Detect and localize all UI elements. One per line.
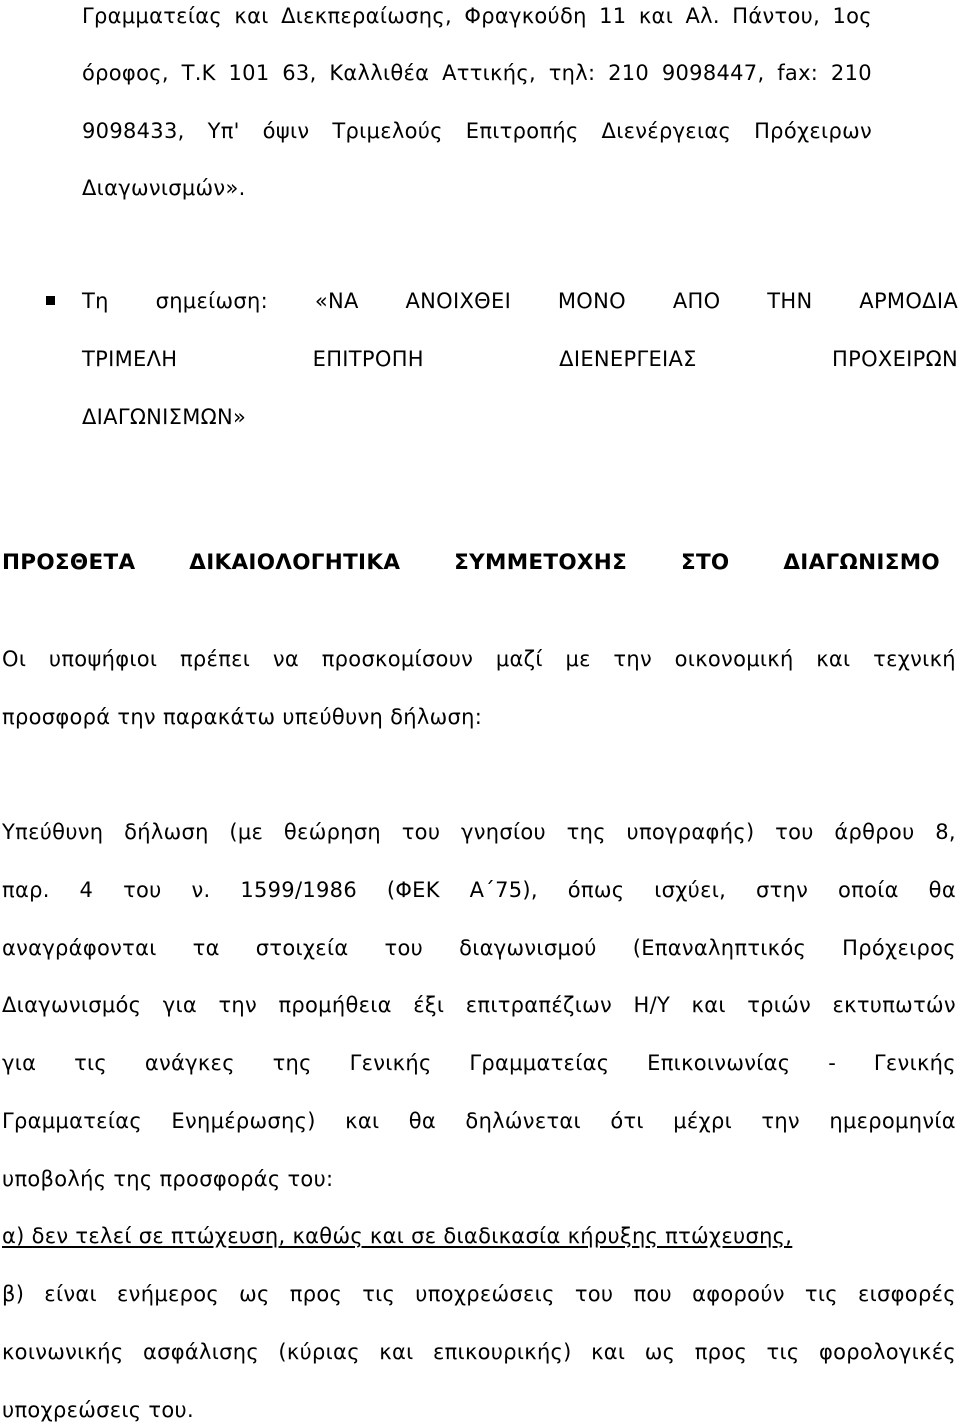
word: θεώρηση: [283, 820, 382, 844]
word: Αττικής,: [442, 61, 536, 85]
word: Γραμματείας: [469, 1051, 610, 1075]
word: Επικοινωνίας: [647, 1051, 791, 1075]
word: εκτυπωτών: [832, 993, 956, 1017]
word: ΔΙΚΑΙΟΛΟΓΗΤΙΚΑ: [189, 550, 401, 575]
word: 4: [79, 878, 94, 902]
word: ΕΠΙΤΡΟΠΗ: [312, 347, 424, 371]
word: μαζί: [495, 647, 543, 671]
word: θα: [408, 1109, 437, 1133]
word: όροφος,: [82, 61, 169, 85]
para2-line-2: [2, 876, 956, 904]
word: και: [691, 993, 726, 1017]
word: Γραμματείας: [2, 1109, 143, 1133]
word: την: [761, 1109, 800, 1133]
word: του: [775, 820, 814, 844]
word: Υπεύθυνη: [2, 820, 104, 844]
word: 1599/1986: [240, 878, 357, 902]
para2-line-6: [2, 1107, 956, 1135]
word: τις: [804, 1282, 838, 1306]
word: Τριμελούς: [332, 119, 443, 143]
word: τηλ:: [548, 61, 596, 85]
word: σημείωση:: [155, 289, 268, 313]
word: τριών: [747, 993, 812, 1017]
word: Πρόχειρων: [754, 119, 872, 143]
intro-line-4: Διαγωνισμών».: [82, 176, 246, 200]
word: ΠΡΟΣΘΕΤΑ: [2, 550, 136, 575]
word: την: [218, 993, 258, 1017]
word: όπως: [567, 878, 625, 902]
word: 63,: [282, 61, 317, 85]
word: επιτραπέζιων: [465, 993, 613, 1017]
word: και: [638, 4, 674, 28]
word: ν.: [191, 878, 211, 902]
word: Πάντου,: [732, 4, 821, 28]
word: προμήθεια: [278, 993, 392, 1017]
word: ότι: [610, 1109, 644, 1133]
word: 9098447,: [661, 61, 765, 85]
word: ασφάλισης: [142, 1340, 259, 1364]
word: 8,: [935, 820, 956, 844]
word: την: [613, 647, 652, 671]
word: Διεκπεραίωσης,: [281, 4, 452, 28]
word: και: [591, 1340, 626, 1364]
item-b-line-2: [2, 1338, 956, 1366]
word: προσκομίσουν: [321, 647, 474, 671]
word: 101: [228, 61, 270, 85]
word: ΜΟΝΟ: [557, 289, 626, 313]
word: fax:: [777, 61, 819, 85]
note-line-2: [82, 345, 958, 373]
para2-line-3: [2, 934, 956, 962]
word: ως: [644, 1340, 676, 1364]
word: τις: [74, 1051, 108, 1075]
item-b-line-1: [2, 1280, 956, 1308]
section-heading: [2, 549, 940, 577]
word: έξι: [413, 993, 445, 1017]
word: δηλώνεται: [465, 1109, 581, 1133]
word: παρ.: [2, 878, 50, 902]
word: Γενικής: [873, 1051, 956, 1075]
word: ισχύει,: [654, 878, 727, 902]
word: υπογραφής): [626, 820, 755, 844]
word: με: [565, 647, 591, 671]
word: ΤΗΝ: [767, 289, 813, 313]
word: Υπ': [207, 119, 240, 143]
word: Τ.Κ: [181, 61, 216, 85]
word: (με: [229, 820, 264, 844]
square-bullet-icon: [46, 296, 55, 305]
word: Φραγκούδη: [464, 4, 587, 28]
para2-line-7: υποβολής της προσφοράς του:: [2, 1167, 334, 1191]
word: αφορούν: [692, 1282, 785, 1306]
word: ως: [239, 1282, 270, 1306]
word: ημερομηνία: [829, 1109, 956, 1133]
word: επικουρικής): [432, 1340, 572, 1364]
word: γνησίου: [460, 820, 546, 844]
word: φορολογικές: [818, 1340, 956, 1364]
word: για: [2, 1051, 37, 1075]
word: υποχρεώσεις: [415, 1282, 555, 1306]
word: ΔΙΑΓΩΝΙΣΜΟ: [783, 550, 940, 575]
intro-line-3: [82, 117, 872, 145]
word: να: [272, 647, 300, 671]
word: όψιν: [262, 119, 310, 143]
word: υποψήφιοι: [48, 647, 158, 671]
word: ενήμερος: [117, 1282, 220, 1306]
word: προς: [694, 1340, 748, 1364]
word: Α΄75),: [469, 878, 538, 902]
word: (Επαναληπτικός: [632, 936, 807, 960]
word: 210: [830, 61, 872, 85]
word: Η/Υ: [633, 993, 671, 1017]
word: 1ος: [832, 4, 872, 28]
word: Διαγωνισμός: [2, 993, 142, 1017]
word: Οι: [2, 647, 27, 671]
para1-line-1: [2, 645, 956, 673]
word: κοινωνικής: [2, 1340, 124, 1364]
word: του: [401, 820, 441, 844]
word: του: [123, 878, 162, 902]
word: τα: [192, 936, 220, 960]
word: Τη: [82, 289, 109, 313]
item-a-text: α) δεν τελεί σε πτώχευση, καθώς και σε διαδικασία κήρυξης πτώχευσης,: [2, 1224, 793, 1248]
word: τεχνική: [873, 647, 956, 671]
word: 11: [599, 4, 627, 28]
word: ΣΥΜΜΕΤΟΧΗΣ: [454, 550, 628, 575]
word: πρέπει: [179, 647, 251, 671]
word: ανάγκες: [144, 1051, 235, 1075]
para1-line-2: προσφορά την παρακάτω υπεύθυνη δήλωση:: [2, 705, 483, 729]
word: τις: [362, 1282, 396, 1306]
word: ΑΝΟΙΧΘΕΙ: [405, 289, 512, 313]
word: β): [2, 1282, 25, 1306]
word: προς: [289, 1282, 343, 1306]
word: θα: [928, 878, 956, 902]
word: οποία: [838, 878, 899, 902]
word: 210: [608, 61, 650, 85]
para2-line-1: [2, 818, 956, 846]
note-line-1: [82, 287, 958, 315]
note-line-3: ΔΙΑΓΩΝΙΣΜΩΝ»: [82, 405, 247, 429]
item-b-line-3: υποχρεώσεις του.: [2, 1398, 194, 1422]
para2-line-5: [2, 1049, 956, 1077]
word: μέχρι: [673, 1109, 732, 1133]
word: Πρόχειρος: [842, 936, 956, 960]
intro-line-2: [82, 59, 872, 87]
word: δήλωση: [124, 820, 209, 844]
word: της: [272, 1051, 312, 1075]
word: -: [828, 1051, 837, 1075]
word: (ΦΕΚ: [386, 878, 440, 902]
word: που: [633, 1282, 672, 1306]
word: του: [384, 936, 424, 960]
word: ΔΙΕΝΕΡΓΕΙΑΣ: [559, 347, 697, 371]
para2-line-4: [2, 991, 956, 1019]
word: διαγωνισμού: [459, 936, 597, 960]
word: Ενημέρωσης): [171, 1109, 316, 1133]
word: αναγράφονται: [2, 936, 157, 960]
word: άρθρου: [834, 820, 915, 844]
word: Διενέργειας: [601, 119, 732, 143]
intro-line-1: [82, 2, 872, 30]
word: (κύριας: [278, 1340, 360, 1364]
word: 9098433,: [82, 119, 185, 143]
word: εισφορές: [857, 1282, 956, 1306]
word: Γενικής: [349, 1051, 432, 1075]
word: Καλλιθέα: [329, 61, 430, 85]
word: για: [162, 993, 198, 1017]
word: και: [379, 1340, 414, 1364]
word: Αλ.: [685, 4, 720, 28]
word: της: [566, 820, 606, 844]
word: στην: [755, 878, 809, 902]
word: τις: [766, 1340, 800, 1364]
word: ΑΡΜΟΔΙΑ: [859, 289, 958, 313]
word: στοιχεία: [255, 936, 349, 960]
word: ΤΡΙΜΕΛΗ: [82, 347, 178, 371]
word: ΑΠΟ: [672, 289, 721, 313]
word: Γραμματείας: [82, 4, 223, 28]
word: και: [234, 4, 269, 28]
word: ΣΤΟ: [680, 550, 730, 575]
word: «ΝΑ: [314, 289, 359, 313]
word: και: [816, 647, 851, 671]
word: του: [574, 1282, 614, 1306]
word: και: [345, 1109, 380, 1133]
item-a: [2, 1222, 792, 1250]
word: Επιτροπής: [465, 119, 579, 143]
word: οικονομική: [674, 647, 794, 671]
word: είναι: [44, 1282, 97, 1306]
word: ΠΡΟΧΕΙΡΩΝ: [832, 347, 958, 371]
